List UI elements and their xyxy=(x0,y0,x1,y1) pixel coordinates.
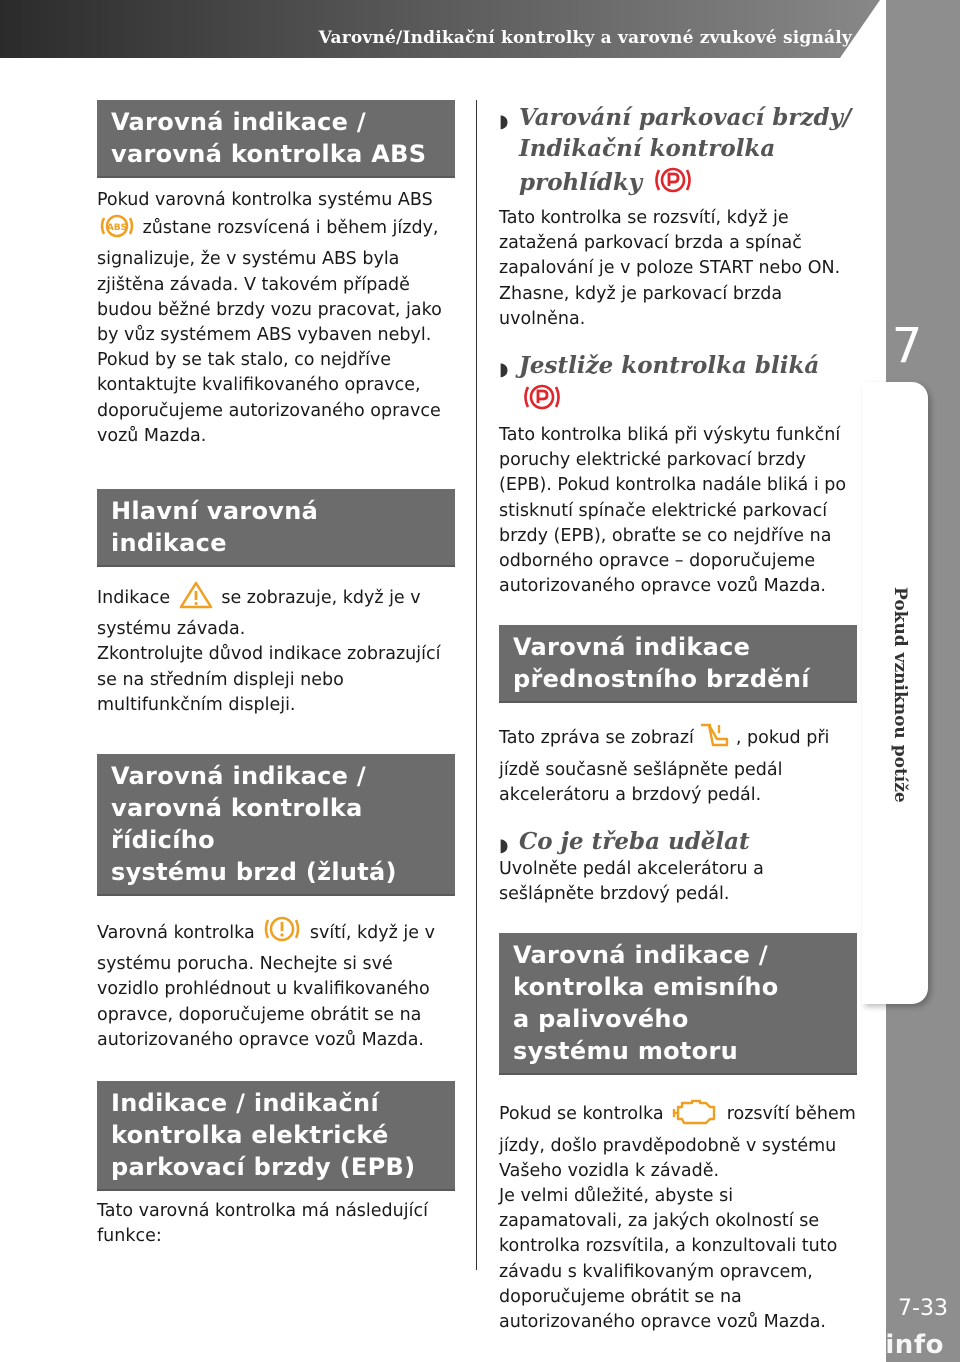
blinking-paragraph: Tato kontrolka bliká při výskytu funkční poruchy elektrické parkovací brzdy (EPB). Pokud kontrolka nadále bliká i po stisknutí spínače elektrické parkovací brzdy (EPB), obraťte se co nejdříve na odborného opravce – doporučujeme autorizovaného opravce vozů Mazda. xyxy=(499,425,847,597)
section-title-line: systému motoru xyxy=(513,1037,738,1066)
section-title-line: varovná kontrolka ABS xyxy=(111,140,427,168)
engine-paragraph: Pokud se kontrolka rozsvítí během jízdy, došlo pravděpodobně v systému Vašeho vozidla k závadě. Je velmi důležité, abyste si zapamatovali, za jakých okolností se kontrolka rozsvítila, a konzultovali tuto závadu s kvalifikovaným opravcem, doporučujeme obrátit se na autorizovaného opravce vozů Mazda. xyxy=(499,1097,857,1335)
left-column xyxy=(97,100,455,1249)
what-to-do-paragraph: Uvolněte pedál akcelerátoru a sešlápněte brzdový pedál. xyxy=(499,859,764,905)
section-title-line: a palivového xyxy=(513,1005,689,1034)
epb-paragraph: Tato varovná kontrolka má následující funkce: xyxy=(97,1201,428,1247)
section-title-line: kontrolka emisního xyxy=(513,973,779,1002)
subheading-what-to-do: ◗ Co je třeba udělat xyxy=(499,826,857,857)
section-title-line: parkovací brzdy (EPB) xyxy=(111,1153,416,1182)
brake-control-warning-icon xyxy=(263,914,301,952)
page-header-title: Varovné/Indikační kontrolky a varovné zvukové signály xyxy=(318,28,852,48)
abs-warning-icon xyxy=(100,213,134,247)
right-column xyxy=(499,100,857,1335)
section-title-line: Varovná indikace / xyxy=(111,762,366,791)
section-title-line: kontrolka elektrické xyxy=(111,1121,389,1150)
section-title-line: systému brzd (žlutá) xyxy=(111,858,397,887)
section-title-line: Hlavní varovná indikace xyxy=(111,497,319,558)
section-header-epb xyxy=(97,1081,455,1191)
column-divider xyxy=(476,100,477,1270)
section-header-brake-control xyxy=(97,754,455,896)
bullet-marker-icon: ◗ xyxy=(499,111,509,132)
subheading-blinking: ◗ Jestliže kontrolka bliká xyxy=(499,350,857,421)
brake-priority-paragraph: Tato zpráva se zobrazí , pokud při jízdě současně sešlápněte pedál akcelerátoru a brzdový pedál. xyxy=(499,721,857,808)
section-header-master-warning xyxy=(97,489,455,567)
section-title-line: přednostního brzdění xyxy=(513,665,810,694)
watermark: carmanualsonline.info xyxy=(607,1330,944,1360)
parking-brake-red-icon xyxy=(522,381,562,421)
subheading-parking-brake-warning: ◗ Varování parkovací brzdy/ Indikační kontrolka prohlídky xyxy=(499,102,857,204)
section-title-line: Varovná indikace xyxy=(513,633,751,662)
abs-paragraph: Pokud varovná kontrolka systému ABS ABS zůstane rozsvícená i během jízdy, signalizuje, že v systému ABS byla zjištěna závada. V takovém případě budou běžné brzdy vozu pracovat, jako by vůz systémem ABS vybaven nebyl. Pokud by se tak stalo, co nejdříve kontaktujte kvalifikovaného opravce, doporučujeme autorizovaného opravce vozů Mazda. xyxy=(97,190,442,446)
section-title-line: Indikace / indikační xyxy=(111,1089,379,1118)
brake-control-paragraph: Varovná kontrolka svítí, když je v systému porucha. Nechejte si své vozidlo prohlédnout u kvalifikovaného opravce, doporučujeme obrátit se na autorizovaného opravce vozů Mazda. xyxy=(97,914,455,1053)
bullet-marker-icon: ◗ xyxy=(499,835,509,857)
check-engine-icon xyxy=(672,1097,718,1133)
section-title-line: Varovná indikace / xyxy=(513,941,768,970)
parking-warning-paragraph: Tato kontrolka se rozsvítí, když je zatažená parkovací brzda a spínač zapalování je v poloze START nebo ON. Zhasne, když je parkovací brzda uvolněna. xyxy=(499,208,841,329)
bullet-marker-icon: ◗ xyxy=(499,359,509,381)
master-warning-paragraph: Indikace se zobrazuje, když je v systému závada. Zkontrolujte důvod indikace zobrazující se na středním displeji nebo multifunkčním displeji. xyxy=(97,581,455,718)
chapter-number: 7 xyxy=(891,318,923,374)
section-header-engine xyxy=(499,933,857,1075)
section-title-line: varovná kontrolka řídicího xyxy=(111,794,363,855)
svg-text:ABS: ABS xyxy=(106,223,128,234)
section-title-line: Varovná indikace / xyxy=(111,108,366,136)
page-number: 7-33 xyxy=(898,1296,948,1321)
parking-brake-red-icon xyxy=(653,164,693,204)
brake-pedal-warning-icon xyxy=(697,721,733,757)
master-warning-triangle-icon xyxy=(179,581,213,617)
chapter-title: Pokud vzniknou potíže xyxy=(890,587,910,803)
section-header-abs xyxy=(97,100,455,178)
section-header-brake-priority xyxy=(499,625,857,703)
